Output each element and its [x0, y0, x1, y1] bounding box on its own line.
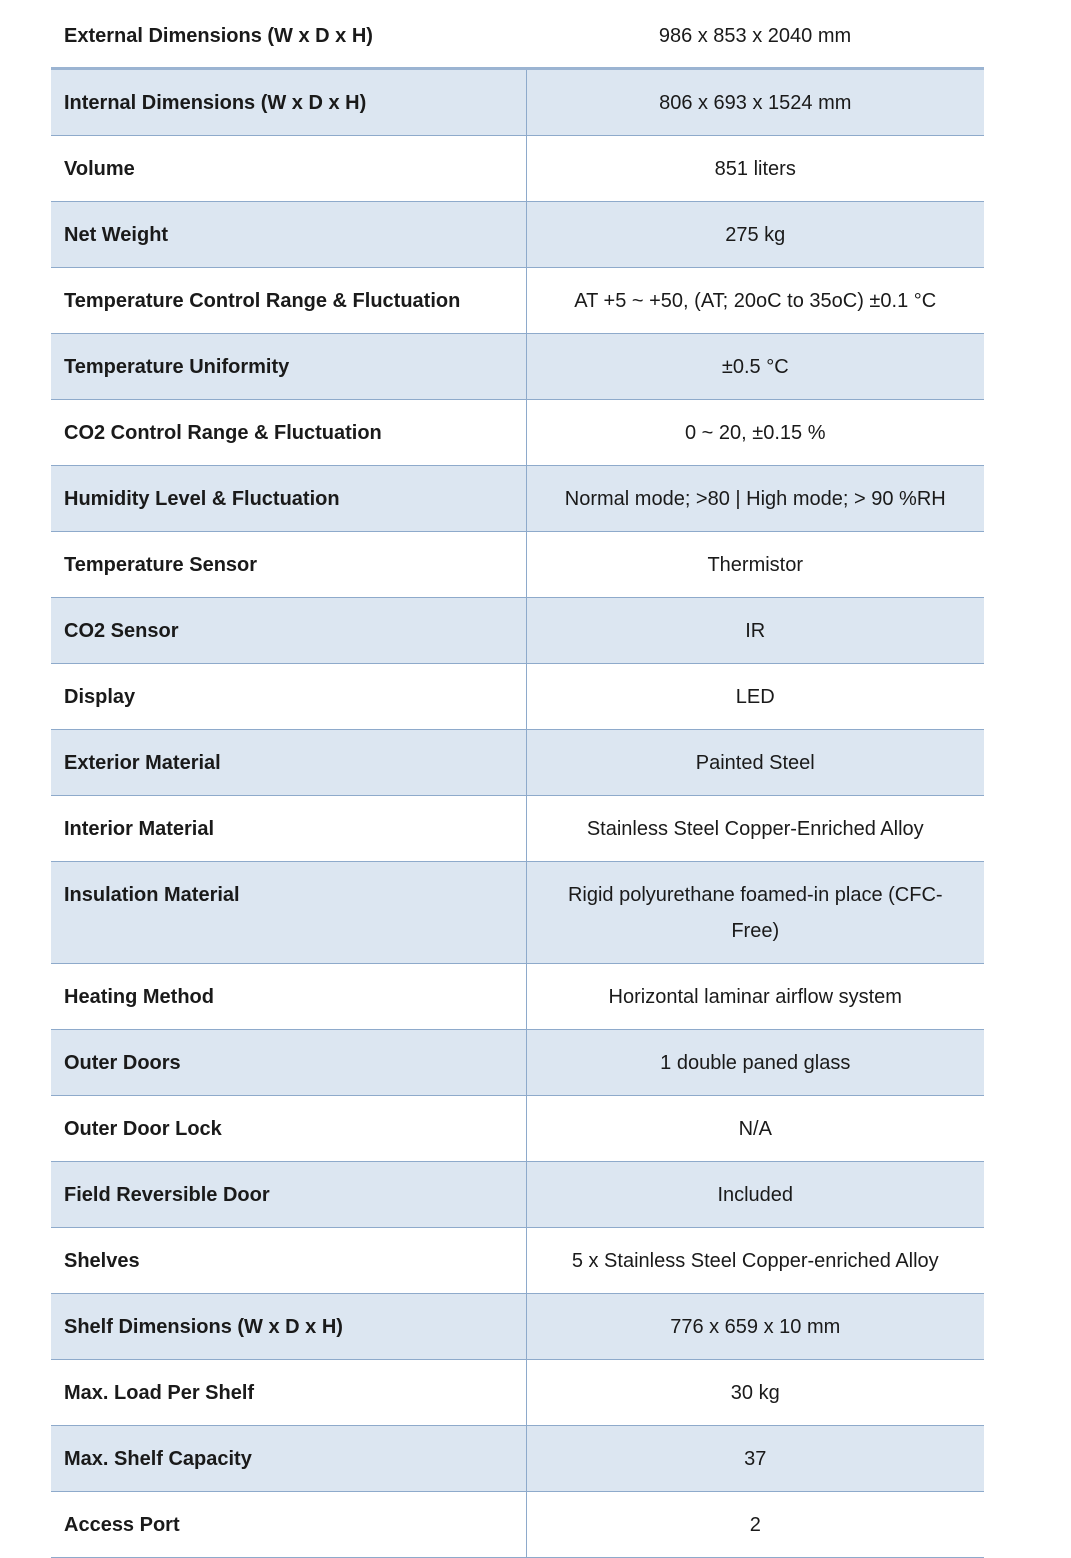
- spec-value: Normal mode; >80 | High mode; > 90 %RH: [526, 466, 984, 532]
- spec-value: 30 kg: [526, 1360, 984, 1426]
- spec-row-external-dimensions: [51, 2, 984, 69]
- spec-value: Rigid polyurethane foamed-in place (CFC-Free): [526, 862, 984, 964]
- spec-row-heating-method: [51, 964, 984, 1030]
- spec-row-internal-dimensions: [51, 69, 984, 136]
- spec-value: 5 x Stainless Steel Copper-enriched Alloy: [526, 1228, 984, 1294]
- spec-row-co2-control: [51, 400, 984, 466]
- spec-label: Shelves: [51, 1228, 526, 1294]
- spec-row-temperature-control: [51, 268, 984, 334]
- spec-value: N/A: [526, 1096, 984, 1162]
- spec-value: 851 liters: [526, 136, 984, 202]
- spec-row-humidity: [51, 466, 984, 532]
- spec-label: Volume: [51, 136, 526, 202]
- spec-row-display: [51, 664, 984, 730]
- spec-row-temperature-sensor: [51, 532, 984, 598]
- spec-row-exterior-material: [51, 730, 984, 796]
- spec-label: Outer Doors: [51, 1030, 526, 1096]
- spec-row-volume: [51, 136, 984, 202]
- spec-value: 37: [526, 1426, 984, 1492]
- spec-label: CO2 Sensor: [51, 598, 526, 664]
- spec-row-interior-material: [51, 796, 984, 862]
- spec-value: 0 ~ 20, ±0.15 %: [526, 400, 984, 466]
- spec-value: 806 x 693 x 1524 mm: [526, 69, 984, 136]
- spec-value: Thermistor: [526, 532, 984, 598]
- spec-value: AT +5 ~ +50, (AT; 20oC to 35oC) ±0.1 °C: [526, 268, 984, 334]
- spec-label: Exterior Material: [51, 730, 526, 796]
- spec-label: Interior Material: [51, 796, 526, 862]
- spec-row-shelves: [51, 1228, 984, 1294]
- spec-row-outer-doors: [51, 1030, 984, 1096]
- spec-label: Shelf Dimensions (W x D x H): [51, 1294, 526, 1360]
- spec-label: Net Weight: [51, 202, 526, 268]
- spec-label: External Dimensions (W x D x H): [51, 2, 526, 69]
- spec-value: Painted Steel: [526, 730, 984, 796]
- spec-label: Temperature Sensor: [51, 532, 526, 598]
- spec-row-max-shelf-capacity: [51, 1426, 984, 1492]
- spec-value: Included: [526, 1162, 984, 1228]
- spec-label: Field Reversible Door: [51, 1162, 526, 1228]
- spec-value: Stainless Steel Copper-Enriched Alloy: [526, 796, 984, 862]
- spec-value: ±0.5 °C: [526, 334, 984, 400]
- spec-row-net-weight: [51, 202, 984, 268]
- spec-label: Display: [51, 664, 526, 730]
- spec-value: 2: [526, 1492, 984, 1558]
- spec-value: 1 double paned glass: [526, 1030, 984, 1096]
- spec-label: Max. Shelf Capacity: [51, 1426, 526, 1492]
- spec-table: [51, 2, 984, 1558]
- spec-label: Temperature Uniformity: [51, 334, 526, 400]
- spec-value: IR: [526, 598, 984, 664]
- spec-row-co2-sensor: [51, 598, 984, 664]
- spec-label: Humidity Level & Fluctuation: [51, 466, 526, 532]
- spec-row-access-port: [51, 1492, 984, 1558]
- spec-value: 776 x 659 x 10 mm: [526, 1294, 984, 1360]
- spec-label: Max. Load Per Shelf: [51, 1360, 526, 1426]
- spec-label: Access Port: [51, 1492, 526, 1558]
- spec-value: Horizontal laminar airflow system: [526, 964, 984, 1030]
- spec-label: Heating Method: [51, 964, 526, 1030]
- spec-label: Insulation Material: [51, 862, 526, 964]
- spec-row-field-reversible-door: [51, 1162, 984, 1228]
- spec-label: Outer Door Lock: [51, 1096, 526, 1162]
- spec-row-max-load-per-shelf: [51, 1360, 984, 1426]
- spec-label: Internal Dimensions (W x D x H): [51, 69, 526, 136]
- spec-row-temperature-uniformity: [51, 334, 984, 400]
- spec-row-outer-door-lock: [51, 1096, 984, 1162]
- spec-value: 275 kg: [526, 202, 984, 268]
- spec-row-insulation-material: [51, 862, 984, 964]
- spec-value: 986 x 853 x 2040 mm: [526, 2, 984, 69]
- spec-label: Temperature Control Range & Fluctuation: [51, 268, 526, 334]
- spec-row-shelf-dimensions: [51, 1294, 984, 1360]
- spec-value: LED: [526, 664, 984, 730]
- spec-label: CO2 Control Range & Fluctuation: [51, 400, 526, 466]
